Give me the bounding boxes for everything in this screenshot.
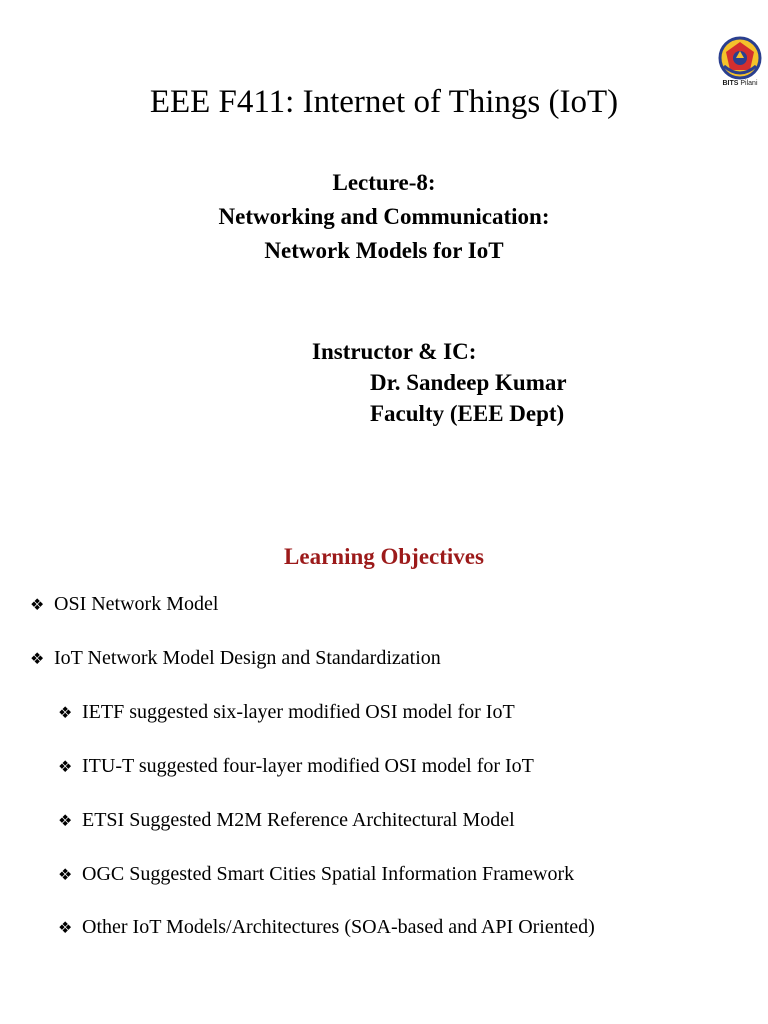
- objective-subitem: ❖ ETSI Suggested M2M Reference Architectural Model: [58, 809, 515, 831]
- instructor-label: Instructor & IC:: [312, 339, 477, 364]
- diamond-bullet-icon: ❖: [58, 865, 73, 884]
- instructor-block: [312, 336, 567, 429]
- objective-subitem: ❖ ITU-T suggested four-layer modified OSI model for IoT: [58, 755, 534, 777]
- course-title: EEE F411: Internet of Things (IoT): [149, 84, 619, 120]
- instructor-role: Faculty (EEE Dept): [370, 401, 565, 426]
- lecture-title-line2: Network Models for IoT: [264, 238, 504, 263]
- objective-item: ❖ OSI Network Model: [30, 593, 219, 615]
- diamond-bullet-icon: ❖: [58, 757, 73, 776]
- diamond-bullet-icon: ❖: [58, 918, 73, 937]
- diamond-bullet-icon: ❖: [30, 595, 45, 614]
- logo-text: BITS Pilani: [722, 80, 758, 87]
- objective-subitem: ❖ OGC Suggested Smart Cities Spatial Information Framework: [58, 863, 575, 885]
- diamond-bullet-icon: ❖: [30, 649, 45, 668]
- objectives-heading: Learning Objectives: [284, 544, 484, 569]
- instructor-name: Dr. Sandeep Kumar: [370, 370, 567, 395]
- lecture-block: [0, 166, 768, 268]
- diamond-bullet-icon: ❖: [58, 811, 73, 830]
- objective-subitem: ❖ Other IoT Models/Architectures (SOA-based and API Oriented): [58, 916, 595, 938]
- objective-item: ❖ IoT Network Model Design and Standardization: [30, 647, 441, 669]
- logo-emblem-icon: [716, 36, 764, 80]
- objective-subitem: ❖ IETF suggested six-layer modified OSI model for IoT: [58, 701, 515, 723]
- diamond-bullet-icon: ❖: [58, 703, 73, 722]
- lecture-title-line1: Networking and Communication:: [218, 204, 550, 229]
- lecture-number: Lecture-8:: [332, 170, 436, 195]
